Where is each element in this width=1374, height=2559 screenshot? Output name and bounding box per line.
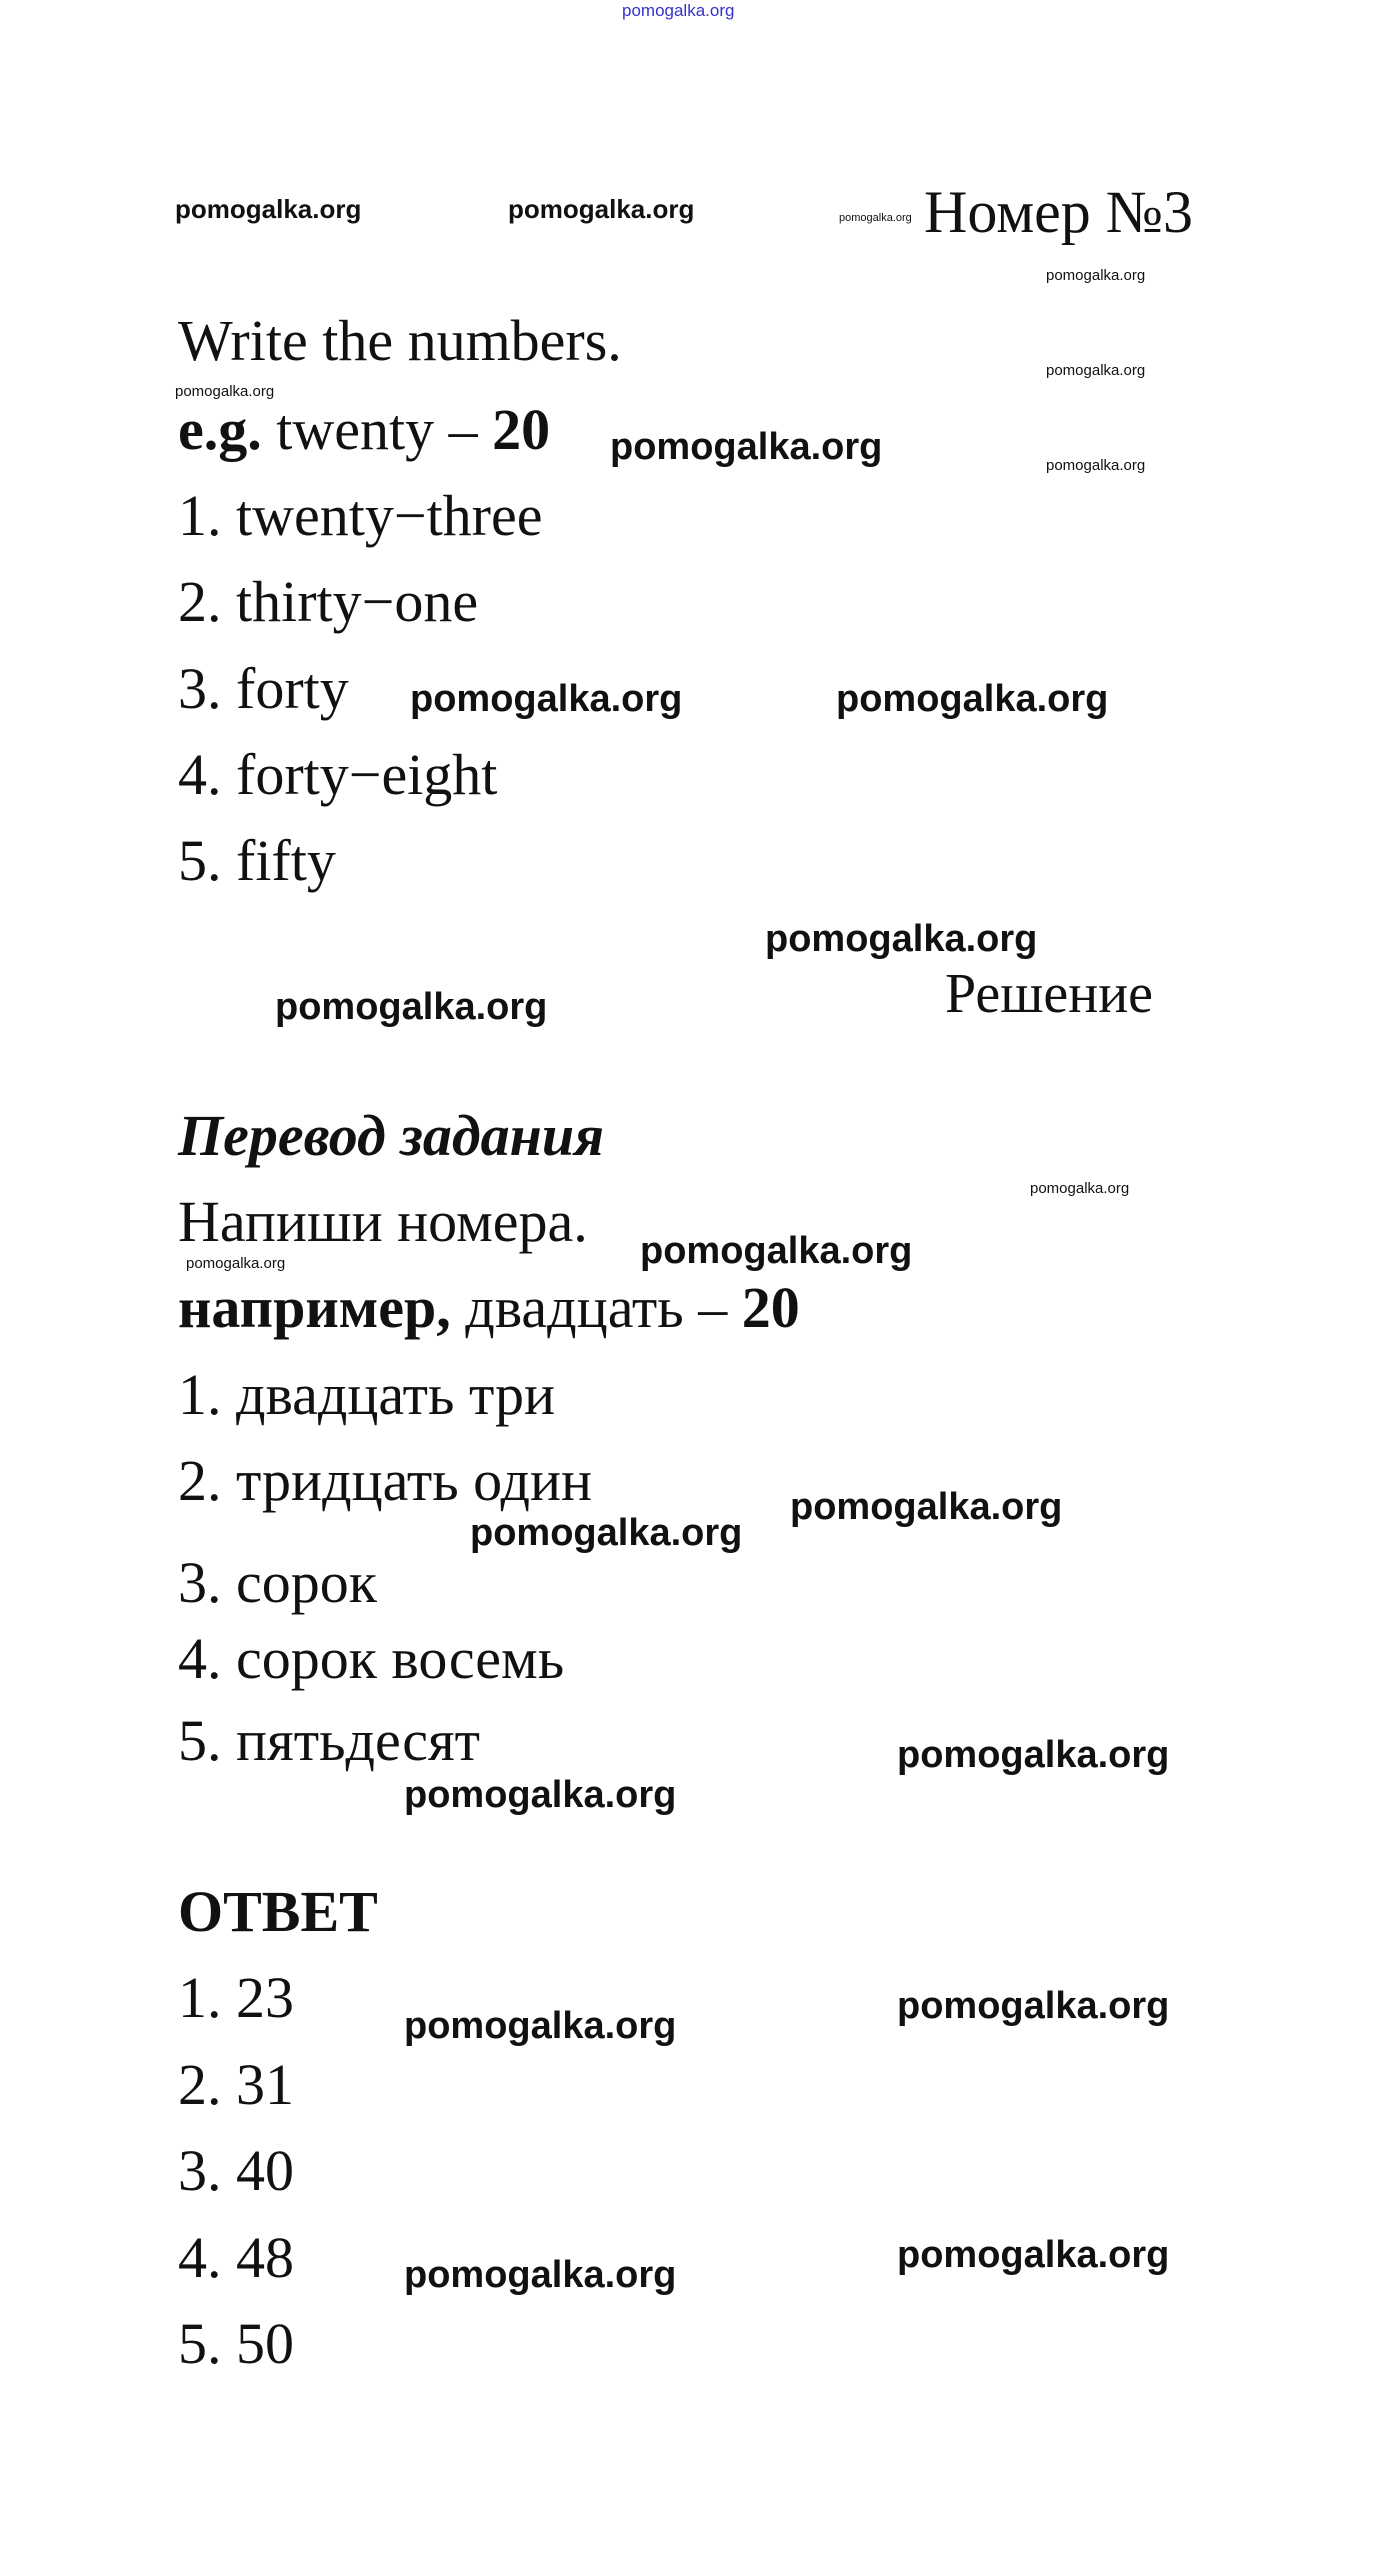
- task-item: 3. forty: [178, 656, 349, 721]
- answer-item: 5. 50: [178, 2311, 294, 2376]
- example-text: twenty –: [276, 397, 478, 462]
- watermark: pomogalka.org: [186, 1255, 286, 1272]
- watermark: pomogalka.org: [790, 1486, 1063, 1528]
- watermark: pomogalka.org: [1046, 457, 1146, 474]
- watermark: pomogalka.org: [897, 1734, 1170, 1776]
- answer-heading: ОТВЕТ: [178, 1879, 378, 1944]
- answer-item: 1. 23: [178, 1965, 294, 2030]
- watermark: pomogalka.org: [610, 426, 883, 468]
- watermark: pomogalka.org: [404, 2254, 677, 2296]
- watermark: pomogalka.org: [508, 194, 695, 224]
- watermark: pomogalka.org: [404, 1774, 677, 1816]
- watermark: pomogalka.org: [175, 383, 275, 400]
- translation-item: 5. пятьдесят: [178, 1708, 480, 1773]
- page-title: Номер №3: [924, 179, 1194, 245]
- translation-item: 1. двадцать три: [178, 1362, 556, 1427]
- example-value: 20: [492, 397, 551, 462]
- watermark: pomogalka.org: [1046, 267, 1146, 284]
- translation-instruction: Напиши номера.: [178, 1189, 588, 1254]
- translation-item: 4. сорок восемь: [178, 1626, 565, 1691]
- translation-item: 2. тридцать один: [178, 1448, 593, 1513]
- watermark: pomogalka.org: [836, 678, 1109, 720]
- task-item: 5. fifty: [178, 828, 336, 893]
- task-example: [178, 397, 551, 462]
- watermark: pomogalka.org: [839, 212, 912, 224]
- task-item: 4. forty−eight: [178, 742, 498, 807]
- watermark: pomogalka.org: [640, 1230, 913, 1272]
- site-link[interactable]: pomogalka.org: [622, 1, 735, 20]
- watermark: pomogalka.org: [275, 986, 548, 1028]
- example-label: например,: [178, 1275, 451, 1340]
- watermark: pomogalka.org: [404, 2005, 677, 2047]
- answer-item: 4. 48: [178, 2225, 294, 2290]
- watermark: pomogalka.org: [897, 1985, 1170, 2027]
- translation-example: [178, 1275, 800, 1340]
- solution-label: Решение: [945, 963, 1154, 1025]
- answer-item: 2. 31: [178, 2052, 294, 2117]
- watermark: pomogalka.org: [1030, 1180, 1130, 1197]
- watermark: pomogalka.org: [410, 678, 683, 720]
- watermark: pomogalka.org: [470, 1512, 743, 1554]
- example-value: 20: [741, 1275, 800, 1340]
- watermark: pomogalka.org: [897, 2234, 1170, 2276]
- watermark: pomogalka.org: [765, 918, 1038, 960]
- watermark: pomogalka.org: [1046, 362, 1146, 379]
- example-label: e.g.: [178, 397, 262, 462]
- example-text: двадцать –: [465, 1275, 728, 1340]
- task-item: 1. twenty−three: [178, 483, 543, 548]
- watermark: pomogalka.org: [175, 194, 362, 224]
- translation-item: 3. сорок: [178, 1550, 377, 1615]
- task-instruction: Write the numbers.: [178, 308, 622, 373]
- answer-item: 3. 40: [178, 2138, 294, 2203]
- task-item: 2. thirty−one: [178, 569, 479, 634]
- translation-heading: Перевод задания: [178, 1103, 604, 1168]
